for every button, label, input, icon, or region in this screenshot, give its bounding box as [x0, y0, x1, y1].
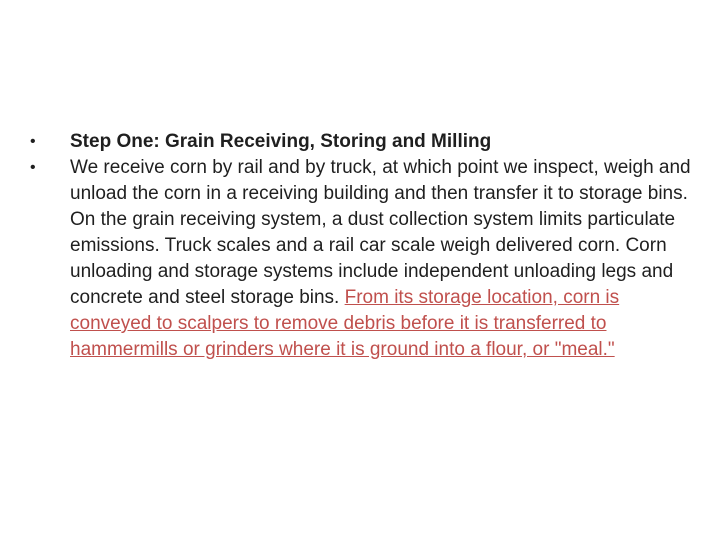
hyperlink-text[interactable]: From its storage location, corn is conveyed to scalpers to remove debris before it is transferred to hammermills or grinders where it is ground into a flour, or "meal." [70, 287, 620, 360]
bullet-marker: • [30, 159, 36, 176]
bullet-list [30, 129, 695, 363]
bullet-marker: • [30, 133, 36, 150]
bullet-heading [30, 129, 695, 155]
body-paragraph: We receive corn by rail and by truck, at which point we inspect, weigh and unload the corn in a receiving building and then transfer it to storage bins. On the grain receiving system, a dust collection system limits particulate emissions. Truck scales and a rail car scale weigh delivered corn. Corn unloading and storage systems include independent unloading legs and concrete and steel storage bins. [70, 157, 691, 308]
bullet-body [30, 155, 695, 363]
section-heading: Step One: Grain Receiving, Storing and Milling [70, 131, 492, 152]
